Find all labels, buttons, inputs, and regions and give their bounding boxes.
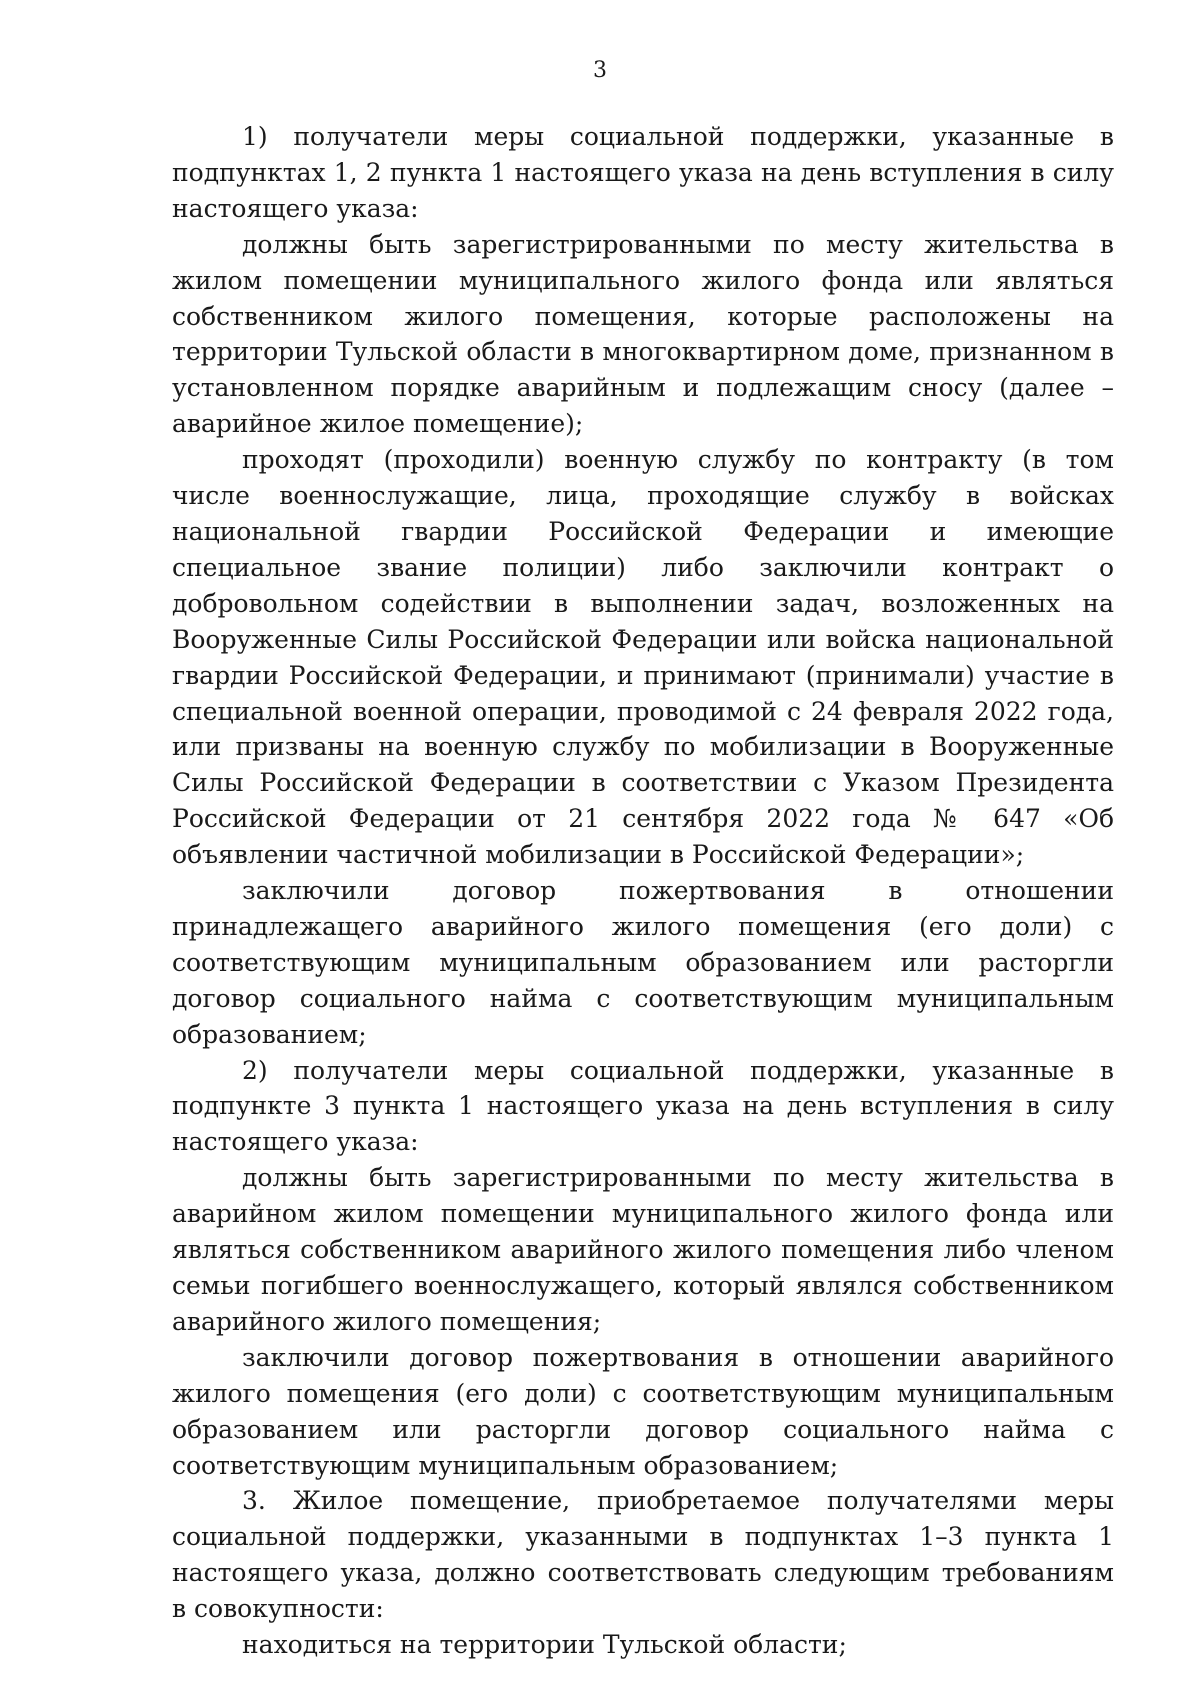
paragraph-8: 3. Жилое помещение, приобретаемое получателями меры социальной поддержки, указанными в подпунктах 1–3 пункта 1 настоящего указа, должно соответствовать следующим требованиям в совокупности: <box>172 1486 1114 1624</box>
paragraph-3: проходят (проходили) военную службу по контракту (в том числе военнослужащие, лица, проходящие службу в войсках национальной гвардии Российской Федерации и имеющие специальное звание полиции) либо заключили контракт о добровольном содействии в выполнении задач, возложенных на Вооруженные Силы Российской Федерации или войска национальной гвардии Российской Федерации, и принимают (принимали) участие в специальной военной операции, проводимой с 24 февраля 2022 года, или призваны на военную службу по мобилизации в Вооруженные Силы Российской Федерации в соответствии с Указом Президента Российской Федерации от 21 сентября 2022 года № 647 «Об объявлении частичной мобилизации в Российской Федерации»; <box>172 445 1114 870</box>
paragraph-4: заключили договор пожертвования в отношении принадлежащего аварийного жилого помещения (его доли) с соответствующим муниципальным образованием или расторгли договор социального найма с соответствующим муниципальным образованием; <box>172 876 1114 1049</box>
paragraph-2: должны быть зарегистрированными по месту жительства в жилом помещении муниципального жилого фонда или являться собственником жилого помещения, которые расположены на территории Тульской области в многоквартирном доме, признанном в установленном порядке аварийным и подлежащим сносу (далее – аварийное жилое помещение); <box>172 229 1114 439</box>
document-body <box>172 119 1114 1663</box>
page-number: 3 <box>593 58 607 83</box>
paragraph-1: 1) получатели меры социальной поддержки, указанные в подпунктах 1, 2 пункта 1 настоящего указа на день вступления в силу настоящего указа: <box>172 122 1114 223</box>
paragraph-9: находиться на территории Тульской области; <box>242 1630 847 1660</box>
paragraph-6: должны быть зарегистрированными по месту жительства в аварийном жилом помещении муниципального жилого фонда или являться собственником аварийного жилого помещения либо членом семьи погибшего военнослужащего, который являлся собственником аварийного жилого помещения; <box>172 1163 1114 1336</box>
paragraph-5: 2) получатели меры социальной поддержки, указанные в подпункте 3 пункта 1 настоящего указа на день вступления в силу настоящего указа: <box>172 1055 1114 1157</box>
paragraph-7: заключили договор пожертвования в отношении аварийного жилого помещения (его доли) с соответствующим муниципальным образованием или расторгли договор социального найма с соответствующим муниципальным образованием; <box>172 1342 1114 1480</box>
